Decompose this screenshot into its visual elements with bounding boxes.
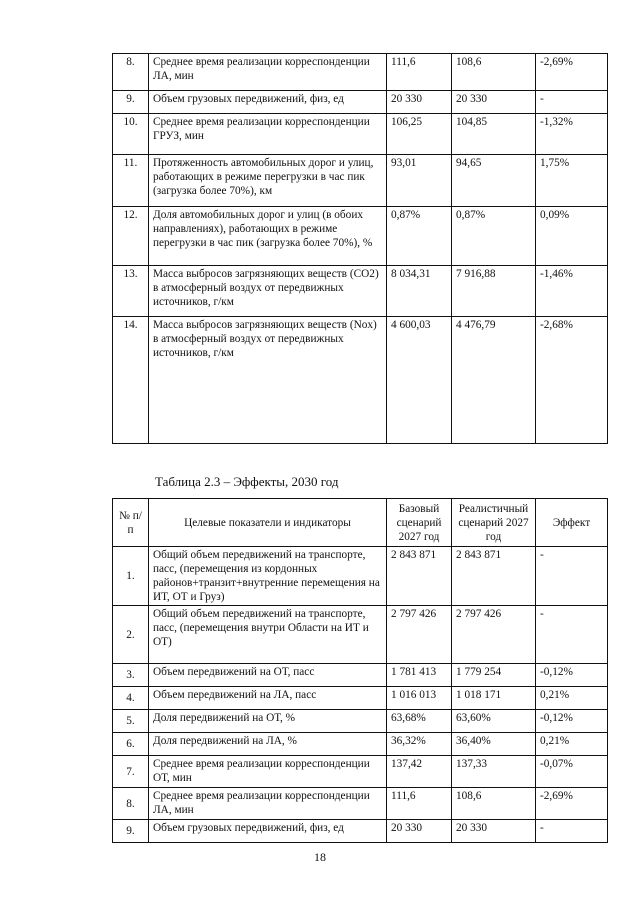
row-effect: 0,21% bbox=[536, 687, 608, 710]
row-indicator: Среднее время реализации корреспонденции ЛА, мин bbox=[149, 788, 387, 820]
row-number: 12. bbox=[113, 207, 149, 266]
row-number: 13. bbox=[113, 266, 149, 317]
row-base-value: 4 600,03 bbox=[387, 317, 452, 444]
table-caption: Таблица 2.3 – Эффекты, 2030 год bbox=[155, 474, 339, 489]
row-base-value: 8 034,31 bbox=[387, 266, 452, 317]
table-header-row bbox=[113, 499, 608, 547]
row-number: 10. bbox=[113, 114, 149, 155]
row-base-value: 1 016 013 bbox=[387, 687, 452, 710]
row-number: 5. bbox=[113, 710, 149, 733]
row-real-value: 0,87% bbox=[452, 207, 536, 266]
header-num: № п/п bbox=[113, 499, 149, 547]
row-real-value: 108,6 bbox=[452, 788, 536, 820]
row-effect: -2,68% bbox=[536, 317, 608, 444]
page-number: 18 bbox=[314, 850, 326, 864]
table-row bbox=[113, 687, 608, 710]
row-base-value: 111,6 bbox=[387, 788, 452, 820]
row-indicator: Масса выбросов загрязняющих веществ (CO2) в атмосферный воздух от передвижных источников, г/км bbox=[149, 266, 387, 317]
table-row bbox=[113, 547, 608, 606]
row-number: 6. bbox=[113, 733, 149, 756]
row-base-value: 20 330 bbox=[387, 820, 452, 843]
row-real-value: 36,40% bbox=[452, 733, 536, 756]
row-real-value: 104,85 bbox=[452, 114, 536, 155]
row-effect: -0,12% bbox=[536, 710, 608, 733]
row-number: 3. bbox=[113, 664, 149, 687]
effects-table bbox=[112, 498, 608, 843]
row-effect: - bbox=[536, 606, 608, 664]
row-effect: -1,46% bbox=[536, 266, 608, 317]
row-base-value: 2 797 426 bbox=[387, 606, 452, 664]
row-number: 4. bbox=[113, 687, 149, 710]
table-row bbox=[113, 733, 608, 756]
row-indicator: Доля автомобильных дорог и улиц (в обоих направлениях), работающих в режиме перегрузки в час пик (загрузка более 70%), % bbox=[149, 207, 387, 266]
table-row bbox=[113, 606, 608, 664]
row-effect: - bbox=[536, 91, 608, 114]
table-row bbox=[113, 54, 608, 91]
row-effect: -2,69% bbox=[536, 788, 608, 820]
row-real-value: 20 330 bbox=[452, 820, 536, 843]
table-row bbox=[113, 664, 608, 687]
row-base-value: 63,68% bbox=[387, 710, 452, 733]
row-base-value: 111,6 bbox=[387, 54, 452, 91]
row-real-value: 1 779 254 bbox=[452, 664, 536, 687]
row-effect: -2,69% bbox=[536, 54, 608, 91]
row-number: 2. bbox=[113, 606, 149, 664]
table-continued bbox=[112, 53, 608, 444]
row-effect: 0,09% bbox=[536, 207, 608, 266]
row-number: 9. bbox=[113, 820, 149, 843]
row-indicator: Доля передвижений на ЛА, % bbox=[149, 733, 387, 756]
row-real-value: 2 843 871 bbox=[452, 547, 536, 606]
table-row bbox=[113, 756, 608, 788]
row-base-value: 106,25 bbox=[387, 114, 452, 155]
row-real-value: 108,6 bbox=[452, 54, 536, 91]
row-real-value: 1 018 171 bbox=[452, 687, 536, 710]
row-number: 9. bbox=[113, 91, 149, 114]
row-base-value: 36,32% bbox=[387, 733, 452, 756]
row-indicator: Общий объем передвижений на транспорте, пасс, (перемещения внутри Области на ИТ и ОТ) bbox=[149, 606, 387, 664]
row-number: 14. bbox=[113, 317, 149, 444]
row-number: 7. bbox=[113, 756, 149, 788]
row-effect: - bbox=[536, 820, 608, 843]
row-effect: 0,21% bbox=[536, 733, 608, 756]
row-indicator: Объем передвижений на ОТ, пасс bbox=[149, 664, 387, 687]
row-indicator: Среднее время реализации корреспонденции ЛА, мин bbox=[149, 54, 387, 91]
header-effect: Эффект bbox=[536, 499, 608, 547]
row-number: 1. bbox=[113, 547, 149, 606]
table-row bbox=[113, 788, 608, 820]
row-indicator: Общий объем передвижений на транспорте, пасс, (перемещения из кордонных районов+транзит+внутренние перемещения на ИТ, ОТ и Груз) bbox=[149, 547, 387, 606]
row-base-value: 2 843 871 bbox=[387, 547, 452, 606]
row-base-value: 137,42 bbox=[387, 756, 452, 788]
table-row bbox=[113, 114, 608, 155]
table-row bbox=[113, 710, 608, 733]
table-row bbox=[113, 91, 608, 114]
row-real-value: 7 916,88 bbox=[452, 266, 536, 317]
row-effect: -0,12% bbox=[536, 664, 608, 687]
row-base-value: 93,01 bbox=[387, 155, 452, 207]
row-real-value: 2 797 426 bbox=[452, 606, 536, 664]
row-real-value: 63,60% bbox=[452, 710, 536, 733]
table-row bbox=[113, 155, 608, 207]
header-base: Базовый сценарий 2027 год bbox=[387, 499, 452, 547]
row-number: 8. bbox=[113, 788, 149, 820]
row-real-value: 137,33 bbox=[452, 756, 536, 788]
row-effect: 1,75% bbox=[536, 155, 608, 207]
row-effect: -0,07% bbox=[536, 756, 608, 788]
row-effect: -1,32% bbox=[536, 114, 608, 155]
row-number: 8. bbox=[113, 54, 149, 91]
row-real-value: 20 330 bbox=[452, 91, 536, 114]
row-base-value: 1 781 413 bbox=[387, 664, 452, 687]
row-indicator: Объем передвижений на ЛА, пасс bbox=[149, 687, 387, 710]
row-indicator: Объем грузовых передвижений, физ, ед bbox=[149, 820, 387, 843]
row-indicator: Протяженность автомобильных дорог и улиц, работающих в режиме перегрузки в час пик (загрузка более 70%), км bbox=[149, 155, 387, 207]
row-effect: - bbox=[536, 547, 608, 606]
row-base-value: 0,87% bbox=[387, 207, 452, 266]
row-real-value: 94,65 bbox=[452, 155, 536, 207]
row-indicator: Среднее время реализации корреспонденции ОТ, мин bbox=[149, 756, 387, 788]
row-base-value: 20 330 bbox=[387, 91, 452, 114]
header-real: Реалистичный сценарий 2027 год bbox=[452, 499, 536, 547]
row-indicator: Доля передвижений на ОТ, % bbox=[149, 710, 387, 733]
table-row bbox=[113, 317, 608, 444]
table-row bbox=[113, 207, 608, 266]
table-row bbox=[113, 820, 608, 843]
row-indicator: Масса выбросов загрязняющих веществ (Nox) в атмосферный воздух от передвижных источников, г/км bbox=[149, 317, 387, 444]
table-row bbox=[113, 266, 608, 317]
header-name: Целевые показатели и индикаторы bbox=[149, 499, 387, 547]
row-real-value: 4 476,79 bbox=[452, 317, 536, 444]
row-number: 11. bbox=[113, 155, 149, 207]
row-indicator: Среднее время реализации корреспонденции ГРУЗ, мин bbox=[149, 114, 387, 155]
row-indicator: Объем грузовых передвижений, физ, ед bbox=[149, 91, 387, 114]
